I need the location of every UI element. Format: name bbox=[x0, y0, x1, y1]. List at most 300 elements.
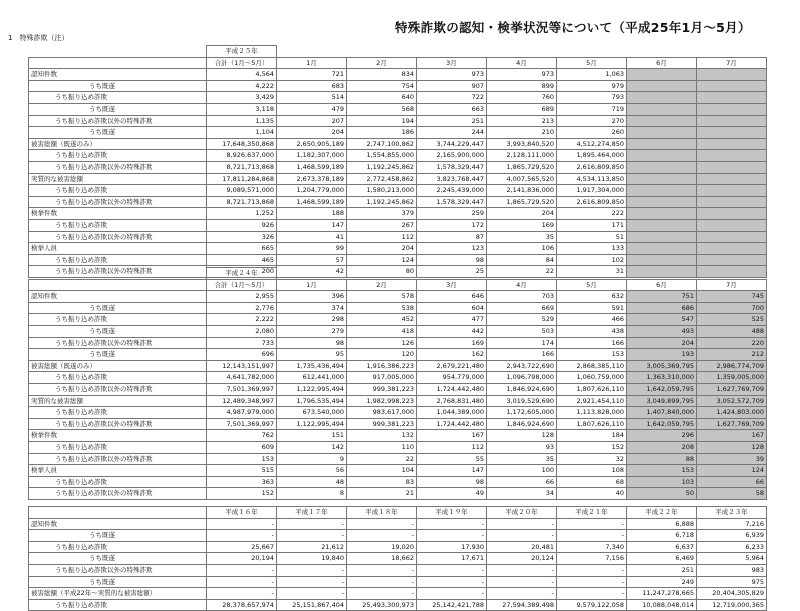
data-cell bbox=[697, 138, 767, 150]
data-cell: 515 bbox=[207, 465, 277, 477]
row-label: うち振り込め詐欺 bbox=[29, 599, 207, 611]
data-cell: 188 bbox=[277, 208, 347, 220]
data-cell: 1,252 bbox=[207, 208, 277, 220]
data-cell: 1,578,329,447 bbox=[417, 196, 487, 208]
column-header: 5月 bbox=[557, 57, 627, 69]
data-cell: 106 bbox=[487, 243, 557, 255]
column-header: 6月 bbox=[627, 57, 697, 69]
data-cell: 87 bbox=[417, 231, 487, 243]
data-cell: 1,865,729,520 bbox=[487, 196, 557, 208]
row-label: 検挙件数 bbox=[29, 208, 207, 220]
table-row bbox=[29, 337, 767, 349]
column-header: 3月 bbox=[417, 279, 487, 291]
row-label: 実質的な被害総額 bbox=[29, 173, 207, 185]
column-header: 平成２５年 bbox=[207, 46, 277, 58]
column-header: 3月 bbox=[417, 57, 487, 69]
data-cell: - bbox=[277, 518, 347, 530]
data-cell: 5,964 bbox=[697, 553, 767, 565]
data-cell: 1,846,924,690 bbox=[487, 418, 557, 430]
data-cell: 1,468,599,189 bbox=[277, 161, 347, 173]
data-cell: 20,404,305,829 bbox=[697, 588, 767, 600]
data-cell: 721 bbox=[277, 69, 347, 81]
data-cell: 204 bbox=[277, 127, 347, 139]
data-cell: 124 bbox=[347, 254, 417, 266]
table-row bbox=[29, 314, 767, 326]
data-cell: 1,982,998,223 bbox=[347, 395, 417, 407]
row-label: うち既遂 bbox=[29, 80, 207, 92]
data-cell bbox=[627, 80, 697, 92]
data-cell: 55 bbox=[417, 453, 487, 465]
data-cell: - bbox=[347, 564, 417, 576]
data-cell: 1,917,304,000 bbox=[557, 185, 627, 197]
data-cell: 3,049,899,795 bbox=[627, 395, 697, 407]
data-cell: 793 bbox=[557, 92, 627, 104]
data-cell: - bbox=[487, 530, 557, 542]
data-cell: 2,616,809,850 bbox=[557, 196, 627, 208]
table-row bbox=[29, 302, 767, 314]
data-cell: 754 bbox=[347, 80, 417, 92]
data-cell: 220 bbox=[697, 337, 767, 349]
column-header: 2月 bbox=[347, 57, 417, 69]
data-cell: 700 bbox=[697, 302, 767, 314]
column-header: 平成１６年 bbox=[207, 507, 277, 519]
table-row bbox=[29, 418, 767, 430]
data-cell: 9 bbox=[277, 453, 347, 465]
row-label: うち振り込め詐欺 bbox=[29, 92, 207, 104]
row-label: うち振り込め詐欺 bbox=[29, 372, 207, 384]
data-cell: 686 bbox=[627, 302, 697, 314]
data-cell: 1,182,307,000 bbox=[277, 150, 347, 162]
table-row bbox=[29, 291, 767, 303]
data-cell: 1,063 bbox=[557, 69, 627, 81]
data-cell bbox=[627, 115, 697, 127]
data-cell: 12,489,348,997 bbox=[207, 395, 277, 407]
data-cell bbox=[627, 150, 697, 162]
month-header-row bbox=[29, 279, 767, 291]
column-header: 4月 bbox=[487, 279, 557, 291]
table-row bbox=[29, 254, 767, 266]
data-cell: 2,673,378,189 bbox=[277, 173, 347, 185]
data-cell: 7,340 bbox=[557, 541, 627, 553]
data-cell: 133 bbox=[557, 243, 627, 255]
data-cell: 2,679,221,480 bbox=[417, 360, 487, 372]
data-cell bbox=[697, 243, 767, 255]
data-cell: 267 bbox=[347, 219, 417, 231]
data-cell: 4,534,113,850 bbox=[557, 173, 627, 185]
column-header: 平成２４年 bbox=[207, 268, 277, 280]
data-cell: 396 bbox=[277, 291, 347, 303]
data-cell bbox=[697, 219, 767, 231]
table-row bbox=[29, 430, 767, 442]
data-cell: 477 bbox=[417, 314, 487, 326]
data-cell: 1,359,005,000 bbox=[697, 372, 767, 384]
column-header: 平成１８年 bbox=[347, 507, 417, 519]
data-cell: 210 bbox=[487, 127, 557, 139]
data-cell: 1,060,759,000 bbox=[557, 372, 627, 384]
data-cell: 363 bbox=[207, 476, 277, 488]
data-cell: 1,192,245,862 bbox=[347, 161, 417, 173]
data-cell: 153 bbox=[557, 349, 627, 361]
column-header: 合計（1月〜5月） bbox=[207, 57, 277, 69]
data-cell bbox=[627, 69, 697, 81]
data-cell: 612,441,000 bbox=[277, 372, 347, 384]
column-header bbox=[627, 46, 697, 58]
table-row bbox=[29, 185, 767, 197]
data-cell: 171 bbox=[557, 219, 627, 231]
data-cell: 200 bbox=[207, 266, 277, 278]
data-cell: 84 bbox=[487, 254, 557, 266]
data-cell: 251 bbox=[627, 564, 697, 576]
data-cell: 379 bbox=[347, 208, 417, 220]
data-cell: 20,481 bbox=[487, 541, 557, 553]
data-cell: 6,888 bbox=[627, 518, 697, 530]
row-label: うち振り込め詐欺 bbox=[29, 476, 207, 488]
data-cell bbox=[627, 208, 697, 220]
data-cell: 18,662 bbox=[347, 553, 417, 565]
column-header bbox=[557, 46, 627, 58]
data-cell: 19,840 bbox=[277, 553, 347, 565]
data-cell: 193 bbox=[627, 349, 697, 361]
data-cell: 954,779,000 bbox=[417, 372, 487, 384]
row-label: うち既遂 bbox=[29, 576, 207, 588]
row-label: 認知件数 bbox=[29, 518, 207, 530]
column-header: 平成２０年 bbox=[487, 507, 557, 519]
data-cell: 8,926,637,000 bbox=[207, 150, 277, 162]
data-cell: 184 bbox=[557, 430, 627, 442]
data-cell bbox=[627, 185, 697, 197]
data-cell: 1,895,464,000 bbox=[557, 150, 627, 162]
row-label: うち振り込め詐欺 bbox=[29, 407, 207, 419]
data-cell: 279 bbox=[277, 325, 347, 337]
data-cell: 50 bbox=[627, 488, 697, 500]
table-row bbox=[29, 395, 767, 407]
data-cell: 259 bbox=[417, 208, 487, 220]
data-cell: 1,796,535,494 bbox=[277, 395, 347, 407]
column-header: 6月 bbox=[627, 279, 697, 291]
table-row bbox=[29, 476, 767, 488]
table-row bbox=[29, 196, 767, 208]
row-label: うち振り込め詐欺 bbox=[29, 150, 207, 162]
data-cell: 525 bbox=[697, 314, 767, 326]
data-cell: 19,020 bbox=[347, 541, 417, 553]
data-cell: 207 bbox=[277, 115, 347, 127]
data-cell: - bbox=[557, 564, 627, 576]
data-cell: 88 bbox=[627, 453, 697, 465]
data-cell: - bbox=[207, 530, 277, 542]
data-cell: 112 bbox=[347, 231, 417, 243]
row-label: 検挙人員 bbox=[29, 243, 207, 255]
table-row bbox=[29, 92, 767, 104]
year-header-row bbox=[29, 268, 767, 280]
data-cell: 12,719,000,365 bbox=[697, 599, 767, 611]
data-cell: - bbox=[417, 564, 487, 576]
data-cell: 762 bbox=[207, 430, 277, 442]
annual-header-row bbox=[29, 507, 767, 519]
data-cell: 926 bbox=[207, 219, 277, 231]
column-header: 平成２１年 bbox=[557, 507, 627, 519]
data-cell: 669 bbox=[487, 302, 557, 314]
data-cell: 1,735,436,494 bbox=[277, 360, 347, 372]
data-cell: 9,579,122,058 bbox=[557, 599, 627, 611]
table-row bbox=[29, 407, 767, 419]
corner-cell bbox=[29, 507, 207, 519]
data-cell: 51 bbox=[557, 231, 627, 243]
data-cell: 8,721,713,868 bbox=[207, 161, 277, 173]
data-cell: 152 bbox=[207, 488, 277, 500]
data-cell: - bbox=[557, 530, 627, 542]
data-cell bbox=[697, 173, 767, 185]
data-cell: 983 bbox=[697, 564, 767, 576]
row-label: うち既遂 bbox=[29, 349, 207, 361]
data-cell: 49 bbox=[417, 488, 487, 500]
data-cell: 1,865,729,520 bbox=[487, 161, 557, 173]
row-label: うち振り込め詐欺以外の特殊詐欺 bbox=[29, 231, 207, 243]
data-cell: 3,019,529,690 bbox=[487, 395, 557, 407]
data-cell: 174 bbox=[487, 337, 557, 349]
data-cell bbox=[697, 161, 767, 173]
data-cell: 2,768,831,480 bbox=[417, 395, 487, 407]
table-row bbox=[29, 541, 767, 553]
column-header: 平成２３年 bbox=[697, 507, 767, 519]
row-label: うち振り込め詐欺以外の特殊詐欺 bbox=[29, 564, 207, 576]
data-cell: 2,222 bbox=[207, 314, 277, 326]
data-cell: 591 bbox=[557, 302, 627, 314]
table-row bbox=[29, 161, 767, 173]
data-cell: 640 bbox=[347, 92, 417, 104]
data-cell bbox=[697, 115, 767, 127]
data-cell: 2,955 bbox=[207, 291, 277, 303]
data-cell: 604 bbox=[417, 302, 487, 314]
row-label: うち既遂 bbox=[29, 553, 207, 565]
column-header bbox=[697, 268, 767, 280]
data-cell: 696 bbox=[207, 349, 277, 361]
data-cell: 35 bbox=[487, 231, 557, 243]
table-row bbox=[29, 325, 767, 337]
data-cell: 25,493,300,973 bbox=[347, 599, 417, 611]
data-cell: 2,616,809,850 bbox=[557, 161, 627, 173]
data-cell: 153 bbox=[207, 453, 277, 465]
data-cell: 8,721,713,868 bbox=[207, 196, 277, 208]
data-cell: 4,007,565,520 bbox=[487, 173, 557, 185]
data-cell: 35 bbox=[487, 453, 557, 465]
table-row bbox=[29, 231, 767, 243]
data-cell: 646 bbox=[417, 291, 487, 303]
data-cell: 683 bbox=[277, 80, 347, 92]
data-cell: - bbox=[347, 518, 417, 530]
data-cell: 529 bbox=[487, 314, 557, 326]
data-cell: 152 bbox=[557, 441, 627, 453]
data-cell: - bbox=[487, 564, 557, 576]
data-cell: 2,128,111,000 bbox=[487, 150, 557, 162]
data-cell: 751 bbox=[627, 291, 697, 303]
data-cell: 147 bbox=[277, 219, 347, 231]
table-row bbox=[29, 360, 767, 372]
row-label: うち振り込め詐欺以外の特殊詐欺 bbox=[29, 266, 207, 278]
section-heading: 1 特殊詐欺（注） bbox=[8, 34, 69, 42]
data-cell: 3,429 bbox=[207, 92, 277, 104]
data-cell: 1,578,329,447 bbox=[417, 161, 487, 173]
column-header: 4月 bbox=[487, 57, 557, 69]
column-header bbox=[417, 268, 487, 280]
data-cell: 9,089,571,000 bbox=[207, 185, 277, 197]
data-cell: 488 bbox=[697, 325, 767, 337]
data-cell: 32 bbox=[557, 453, 627, 465]
data-cell: 25,151,867,404 bbox=[277, 599, 347, 611]
data-cell: 3,744,229,447 bbox=[417, 138, 487, 150]
statistics-table-h24 bbox=[28, 267, 767, 500]
table-row bbox=[29, 518, 767, 530]
data-cell: 326 bbox=[207, 231, 277, 243]
data-cell: 68 bbox=[557, 476, 627, 488]
data-cell: 1,724,442,480 bbox=[417, 383, 487, 395]
data-cell: 25 bbox=[417, 266, 487, 278]
row-label: うち振り込め詐欺 bbox=[29, 185, 207, 197]
table-row bbox=[29, 588, 767, 600]
data-cell: 4,512,274,850 bbox=[557, 138, 627, 150]
data-cell: - bbox=[347, 588, 417, 600]
data-cell: 204 bbox=[487, 208, 557, 220]
data-cell: - bbox=[557, 576, 627, 588]
data-cell: 100 bbox=[487, 465, 557, 477]
data-cell: 244 bbox=[417, 127, 487, 139]
data-cell: 979 bbox=[557, 80, 627, 92]
table-row bbox=[29, 441, 767, 453]
data-cell: 98 bbox=[417, 254, 487, 266]
data-cell: - bbox=[557, 588, 627, 600]
data-cell: 999,381,223 bbox=[347, 418, 417, 430]
data-cell: 1,642,059,795 bbox=[627, 418, 697, 430]
data-cell: 452 bbox=[347, 314, 417, 326]
column-header bbox=[277, 268, 347, 280]
table-row bbox=[29, 80, 767, 92]
data-cell: 673,540,000 bbox=[277, 407, 347, 419]
table-row bbox=[29, 69, 767, 81]
data-cell: 6,469 bbox=[627, 553, 697, 565]
data-cell: 1,135 bbox=[207, 115, 277, 127]
data-cell: 22 bbox=[347, 453, 417, 465]
corner-cell bbox=[29, 46, 207, 58]
data-cell: 260 bbox=[557, 127, 627, 139]
row-label: うち振り込め詐欺 bbox=[29, 314, 207, 326]
data-cell: 22 bbox=[487, 266, 557, 278]
table-row bbox=[29, 138, 767, 150]
column-header bbox=[627, 268, 697, 280]
data-cell bbox=[627, 243, 697, 255]
data-cell: 7,501,369,997 bbox=[207, 383, 277, 395]
data-cell: - bbox=[347, 530, 417, 542]
table-row bbox=[29, 564, 767, 576]
data-cell: 296 bbox=[627, 430, 697, 442]
data-cell: 42 bbox=[277, 266, 347, 278]
data-cell: 1,113,828,000 bbox=[557, 407, 627, 419]
column-header: 平成１７年 bbox=[277, 507, 347, 519]
data-cell: 7,501,369,997 bbox=[207, 418, 277, 430]
data-cell: 2,141,836,000 bbox=[487, 185, 557, 197]
table-row bbox=[29, 465, 767, 477]
data-cell: 147 bbox=[417, 465, 487, 477]
data-cell: - bbox=[277, 564, 347, 576]
data-cell: 3,118 bbox=[207, 103, 277, 115]
data-cell: 665 bbox=[207, 243, 277, 255]
data-cell: 80 bbox=[347, 266, 417, 278]
data-cell: 1,916,386,223 bbox=[347, 360, 417, 372]
statistics-table-annual bbox=[28, 506, 767, 611]
row-label: 実質的な被害総額 bbox=[29, 395, 207, 407]
data-cell: 2,868,385,110 bbox=[557, 360, 627, 372]
table-row bbox=[29, 219, 767, 231]
data-cell: 153 bbox=[627, 465, 697, 477]
data-cell: 689 bbox=[487, 103, 557, 115]
row-label: うち振り込め詐欺以外の特殊詐欺 bbox=[29, 488, 207, 500]
data-cell bbox=[627, 161, 697, 173]
data-cell: 102 bbox=[557, 254, 627, 266]
data-cell: 917,005,000 bbox=[347, 372, 417, 384]
column-header: 2月 bbox=[347, 279, 417, 291]
data-cell: - bbox=[207, 576, 277, 588]
data-cell: 1,096,798,000 bbox=[487, 372, 557, 384]
data-cell bbox=[627, 231, 697, 243]
data-cell: 2,776 bbox=[207, 302, 277, 314]
data-cell bbox=[627, 103, 697, 115]
data-cell: 128 bbox=[697, 441, 767, 453]
column-header bbox=[347, 46, 417, 58]
data-cell: 142 bbox=[277, 441, 347, 453]
data-cell: 132 bbox=[347, 430, 417, 442]
data-cell bbox=[697, 185, 767, 197]
data-cell: 2,165,900,000 bbox=[417, 150, 487, 162]
row-label: 被害総額（平成22年〜実質的な被害総額） bbox=[29, 588, 207, 600]
corner-cell bbox=[29, 279, 207, 291]
data-cell: 57 bbox=[277, 254, 347, 266]
data-cell: 34 bbox=[487, 488, 557, 500]
data-cell: 120 bbox=[347, 349, 417, 361]
row-label: うち既遂 bbox=[29, 530, 207, 542]
data-cell: - bbox=[557, 518, 627, 530]
data-cell: 128 bbox=[487, 430, 557, 442]
data-cell: 1,468,599,189 bbox=[277, 196, 347, 208]
data-cell: 1,104 bbox=[207, 127, 277, 139]
data-cell: 1,807,626,110 bbox=[557, 383, 627, 395]
table-row bbox=[29, 599, 767, 611]
data-cell: 167 bbox=[417, 430, 487, 442]
data-cell: - bbox=[417, 530, 487, 542]
data-cell bbox=[697, 127, 767, 139]
data-cell: 249 bbox=[627, 576, 697, 588]
data-cell: - bbox=[417, 576, 487, 588]
table-row bbox=[29, 372, 767, 384]
data-cell: 2,747,100,862 bbox=[347, 138, 417, 150]
data-cell: 1,044,389,000 bbox=[417, 407, 487, 419]
data-cell: 21,612 bbox=[277, 541, 347, 553]
table-row bbox=[29, 349, 767, 361]
row-label: うち振り込め詐欺以外の特殊詐欺 bbox=[29, 161, 207, 173]
data-cell: 251 bbox=[417, 115, 487, 127]
data-cell: 7,156 bbox=[557, 553, 627, 565]
data-cell: 169 bbox=[487, 219, 557, 231]
data-cell: 3,052,572,709 bbox=[697, 395, 767, 407]
data-cell: 4,222 bbox=[207, 80, 277, 92]
data-cell: 103 bbox=[627, 476, 697, 488]
data-cell: 6,939 bbox=[697, 530, 767, 542]
data-cell bbox=[697, 196, 767, 208]
column-header bbox=[487, 268, 557, 280]
data-cell bbox=[697, 69, 767, 81]
data-cell: 2,943,722,690 bbox=[487, 360, 557, 372]
row-label: うち振り込め詐欺以外の特殊詐欺 bbox=[29, 196, 207, 208]
data-cell: 899 bbox=[487, 80, 557, 92]
data-cell: 999,381,223 bbox=[347, 383, 417, 395]
data-cell: 578 bbox=[347, 291, 417, 303]
